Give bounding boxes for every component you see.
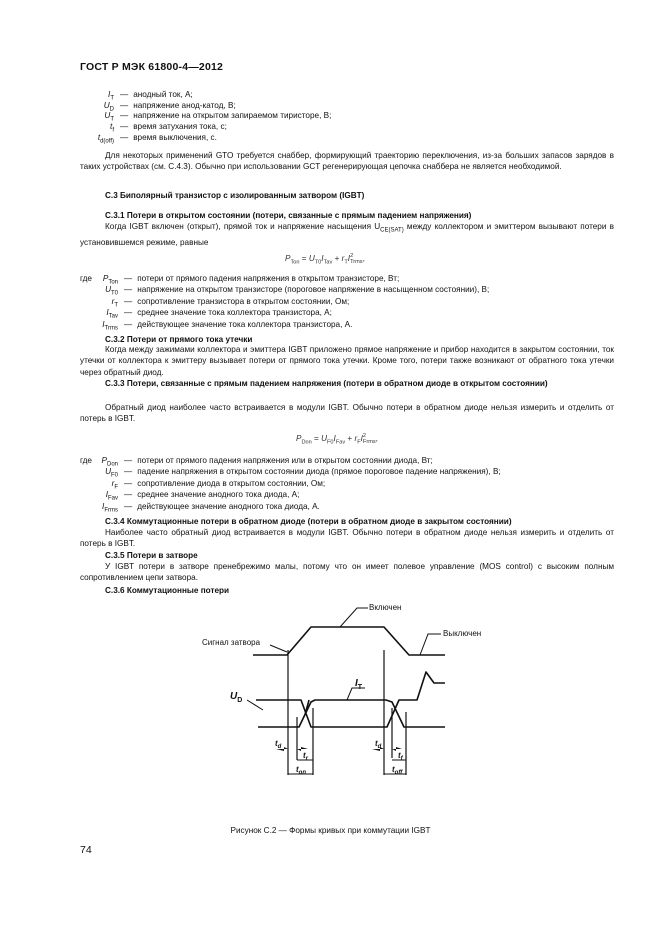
definition-dash: —: [120, 90, 129, 99]
paragraph-c34: Наиболее часто обратный диод встраивается в модули IGBT. Обычно потери в обратном диоде нельзя измерить и отделить от потерь в IGBT.: [80, 528, 614, 549]
definition-text: анодный ток, А;: [133, 90, 193, 99]
definition-text: время затухания тока, с;: [133, 122, 227, 132]
paragraph-c31-part-b: между коллектором и эмиттером вызывают потери в установившемся режиме, равные: [80, 222, 615, 247]
definition-dash: —: [120, 100, 129, 110]
definitions-list-c33: [80, 456, 501, 513]
definition-dash: —: [120, 132, 129, 142]
gate-signal-waveform: [253, 627, 445, 655]
definition-text: напряжение на открытом запираемом тиристоре, В;: [133, 111, 332, 121]
definition-symbol: $U_{T0}$: [105, 285, 118, 298]
label-it: $I_T$: [355, 678, 363, 691]
definition-dash: —: [124, 296, 133, 306]
definition-text: действующее значение анодного тока диода, А.: [137, 501, 320, 511]
label-toff: $t_{off}$: [392, 765, 403, 776]
definition-row: [80, 479, 501, 490]
definition-text: среднее значение анодного тока диода, А;: [137, 490, 300, 500]
label-td1: $t_d$: [275, 739, 282, 750]
definition-symbol: $I_{Tav}$: [106, 308, 118, 320]
definition-row: [80, 274, 489, 285]
definition-row: [80, 122, 331, 133]
definition-row: [80, 101, 331, 112]
definition-text: падение напряжения в открытом состоянии диода (прямое пороговое падение напряжения), В;: [137, 467, 501, 477]
definition-symbol: $I_{Fav}$: [105, 490, 118, 502]
formula-p-ton: $P_{Ton} = U_{T0}I_{Tav} + r_TI$ 2 Trms ,: [285, 253, 365, 266]
definition-dash: —: [124, 478, 133, 488]
definition-dash: —: [124, 490, 133, 500]
leader-gate: [270, 645, 287, 652]
definition-text: среднее значение тока коллектора транзистора, А;: [137, 308, 332, 318]
formula-p-don: $P_{Don} = U_{F0}I_{Fav} + r_FI$ 2 Frms ,: [296, 433, 378, 446]
leader-ud: [247, 700, 263, 710]
definition-row: [80, 456, 501, 467]
definition-row: [80, 285, 489, 296]
definition-symbol: $I_T$: [108, 90, 114, 102]
leader-it: [347, 688, 365, 700]
definition-symbol: $I_{Trms}$: [102, 319, 118, 332]
label-td2: $t_d$: [375, 739, 382, 750]
definition-lead: где: [80, 274, 92, 283]
definition-symbol: $t_f$: [110, 122, 114, 134]
definition-symbol: $U_D$: [103, 100, 114, 113]
section-heading-c33: С.3.3 Потери, связанные с прямым падением напряжения (потери в обратном диоде в открытом состоянии): [105, 379, 548, 388]
definition-dash: —: [124, 456, 133, 465]
definition-symbol: $P_{Ton}$: [102, 274, 118, 286]
definition-text: сопротивление транзистора в открытом состоянии, Ом;: [137, 296, 350, 306]
definition-dash: —: [120, 111, 129, 121]
definition-dash: —: [120, 122, 129, 132]
current-it-waveform: [258, 700, 445, 727]
definition-row: [80, 320, 489, 331]
label-gate-signal: Сигнал затвора: [202, 638, 261, 647]
leader-off: [420, 634, 441, 655]
definition-symbol: $P_{Don}$: [101, 456, 118, 468]
definition-row: [80, 308, 489, 319]
definition-text: напряжение анод-катод, В;: [133, 100, 236, 110]
paragraph-c31-part-a: Когда IGBT включен (открыт), прямой ток и напряжение насыщения U: [105, 222, 381, 231]
paragraph-snubber: Для некоторых применений GTO требуется снаббер, формирующий траекторию переключения, из-за больших запасов зарядов в таких устройствах (см. С.4.3). Обычно при использовании GCT регенерирующая цепочка снаббера не является необходимой.: [80, 151, 614, 172]
definition-dash: —: [124, 274, 133, 283]
definitions-list-top: [80, 90, 331, 143]
section-heading-c32: С.3.2 Потери от прямого тока утечки: [105, 335, 253, 344]
definition-row: [80, 297, 489, 308]
definition-row: [80, 133, 331, 144]
section-heading-c31: С.3.1 Потери в открытом состоянии (потери, связанные с прямым падением напряжения): [105, 211, 472, 220]
running-header: ГОСТ Р МЭК 61800-4—2012: [80, 61, 224, 73]
leader-on: [340, 608, 368, 627]
definition-symbol: $U_{F0}$: [105, 467, 118, 480]
figure-caption: Рисунок С.2 — Формы кривых при коммутации IGBT: [230, 826, 431, 835]
paragraph-c35: У IGBT потери в затворе пренебрежимо малы, потому что он имеет полевое управление (MOS control) с высоким полным сопротивлением цепи затвора.: [80, 562, 614, 583]
definition-text: напряжение на открытом транзисторе (пороговое напряжение в насыщенном состоянии), В;: [137, 285, 490, 295]
definition-row: [80, 502, 501, 513]
definition-row: [80, 111, 331, 122]
definition-row: [80, 467, 501, 478]
definition-lead: где: [80, 456, 92, 465]
definition-symbol: $U_T$: [104, 111, 114, 124]
definition-dash: —: [124, 467, 133, 477]
paragraph-c33: Обратный диод наиболее часто встраивается в модули IGBT. Обычно потери в обратном диоде нельзя измерить и отделить от потерь в IGBT.: [80, 403, 614, 424]
section-heading-c36: С.3.6 Коммутационные потери: [105, 586, 230, 595]
definition-text: время выключения, с.: [133, 132, 217, 142]
definition-text: действующее значение тока коллектора транзистора, А.: [137, 319, 353, 329]
definition-dash: —: [124, 308, 133, 318]
definition-row: [80, 90, 331, 101]
definitions-list-c31: [80, 274, 489, 331]
label-on: Включен: [369, 603, 402, 612]
label-tr: $t_r$: [303, 751, 309, 762]
definition-symbol: $r_F$: [111, 478, 118, 491]
definition-text: сопротивление диода в открытом состоянии, Ом;: [137, 478, 326, 488]
paragraph-c31: [80, 221, 614, 248]
definition-symbol: $t_{d(off)}$: [97, 132, 114, 145]
paragraph-c32: Когда между зажимами коллектора и эмиттера IGBT приложено прямое напряжение и прибор находится в закрытом состоянии, ток утечки от коллектора к эмиттеру вызывает потери от прямого тока утечки. Кроме того, потери также возникают от обратного тока утечки через обратный диод.: [80, 345, 614, 377]
definition-dash: —: [124, 285, 133, 295]
definition-row: [80, 490, 501, 501]
label-off: Выключен: [443, 629, 482, 638]
section-heading-c34: С.3.4 Коммутационные потери в обратном диоде (потери в обратном диоде в закрытом состоянии): [105, 517, 512, 526]
definition-symbol: $r_T$: [111, 296, 118, 309]
section-heading-c3: С.3 Биполярный транзистор с изолированным затвором (IGBT): [105, 191, 365, 200]
page-number: 74: [80, 844, 92, 856]
label-tf: $t_f$: [398, 751, 403, 762]
definition-dash: —: [124, 319, 133, 329]
label-ud: $U_D$: [230, 691, 243, 704]
paragraph-c31-subscript: CE(SAT): [380, 227, 404, 234]
label-ton: $t_{on}$: [296, 765, 307, 776]
definition-text: потери от прямого падения напряжения в открытом транзисторе, Вт;: [137, 274, 400, 283]
definition-dash: —: [124, 501, 133, 511]
section-heading-c35: С.3.5 Потери в затворе: [105, 551, 198, 560]
igbt-switching-waveform-figure: [195, 598, 505, 790]
definition-text: потери от прямого падения напряжения или в открытом состоянии диода, Вт;: [137, 456, 433, 465]
definition-symbol: $I_{Frms}$: [102, 501, 118, 514]
